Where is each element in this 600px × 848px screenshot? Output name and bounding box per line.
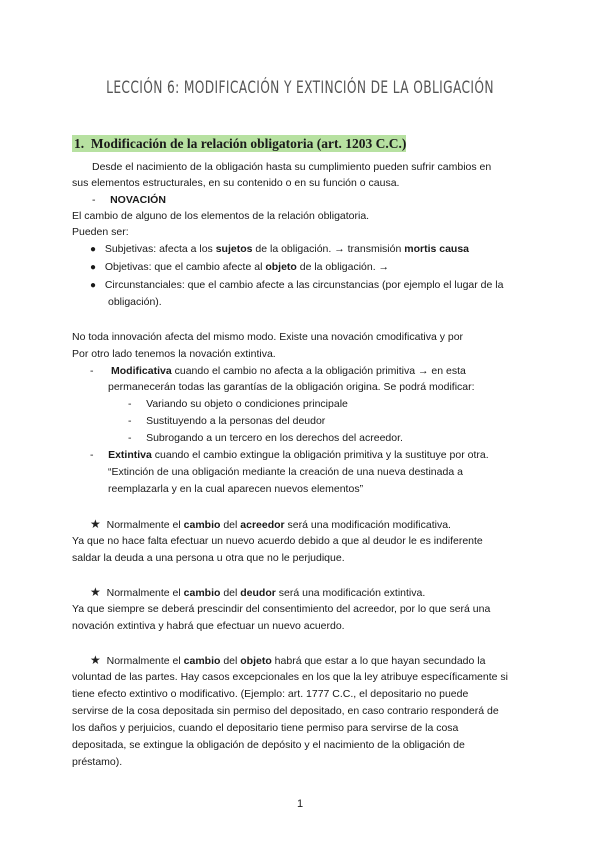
section-heading	[72, 136, 406, 152]
innovacion-line-1: No toda innovación afecta del mismo modo. Existe una novación cmodificativa y por	[72, 331, 464, 343]
innovacion-line-2: Por otro lado tenemos la novación extintiva.	[72, 348, 276, 360]
section-heading-text: Modificación de la relación obligatoria (art. 1203 C.C.)	[90, 136, 407, 151]
modificativa-line-1: - Modificativa cuando el cambio no afecta a la obligación primitiva → en esta	[90, 365, 466, 377]
section-number: 1.	[74, 136, 85, 151]
list-item: ● Circunstanciales: que el cambio afecte a las circunstancias (por ejemplo el lugar de la	[90, 279, 504, 291]
star-icon: ★	[90, 653, 101, 667]
pueden-ser: Pueden ser:	[72, 226, 129, 238]
extintiva-quote-2: reemplazarla y en la cual aparecen nuevos elementos”	[108, 483, 364, 495]
list-item-cont: obligación).	[108, 296, 162, 308]
bullet-icon: ●	[90, 280, 97, 291]
star-paragraph-objeto: ★ Normalmente el cambio del objeto habrá que estar a lo que hayan secundado la	[90, 653, 486, 667]
intro-line-1: Desde el nacimiento de la obligación hasta su cumplimiento pueden sufrir cambios en	[92, 161, 492, 173]
paragraph-line: préstamo).	[72, 756, 123, 768]
paragraph-line: Ya que no hace falta efectuar un nuevo acuerdo debido a que al deudor le es indiferente	[72, 535, 483, 547]
star-icon: ★	[90, 517, 101, 531]
sub-item: - Subrogando a un tercero en los derechos del acreedor.	[128, 432, 403, 444]
sub-item: - Sustituyendo a la personas del deudor	[128, 415, 326, 427]
paragraph-line: depositada, se extingue la obligación de depósito y el nacimiento de la obligación de	[72, 739, 465, 751]
paragraph-line: servirse de la cosa depositada sin permiso del depositado, en caso contrario responderá de	[72, 705, 499, 717]
paragraph-line: los daños y perjuicios, cuando el depositario tiene permiso para servirse de la cosa	[72, 722, 459, 734]
novacion-definition: El cambio de alguno de los elementos de la relación obligatoria.	[72, 210, 370, 222]
paragraph-line: novación extintiva y habrá que efectuar un nuevo acuerdo.	[72, 620, 345, 632]
page-title: LECCIÓN 6: MODIFICACIÓN Y EXTINCIÓN DE LA OBLIGACIÓN	[106, 78, 494, 98]
paragraph-line: Ya que siempre se deberá prescindir del consentimiento del acreedor, por lo que será una	[72, 603, 491, 615]
star-paragraph-acreedor: ★ Normalmente el cambio del acreedor será una modificación modificativa.	[90, 517, 451, 531]
paragraph-line: saldar la deuda a una persona u otra que no le perjudique.	[72, 552, 345, 564]
list-item: ● Subjetivas: afecta a los sujetos de la obligación. → transmisión mortis causa	[90, 243, 470, 255]
bullet-icon: ●	[90, 244, 97, 255]
modificativa-line-2: permanecerán todas las garantías de la obligación origina. Se podrá modificar:	[108, 381, 475, 393]
extintiva-quote-1: “Extinción de una obligación mediante la creación de una nueva destinada a	[108, 466, 463, 478]
sub-item: - Variando su objeto o condiciones principale	[128, 398, 348, 410]
extintiva-line-1: - Extintiva cuando el cambio extingue la obligación primitiva y la sustituye por otra.	[90, 449, 489, 461]
list-item: ● Objetivas: que el cambio afecte al objeto de la obligación. →	[90, 261, 390, 273]
bullet-icon: ●	[90, 262, 97, 273]
intro-line-2: sus elementos estructurales, en su contenido o en su función o causa.	[72, 177, 400, 189]
page-number: 1	[296, 798, 304, 810]
star-paragraph-deudor: ★ Normalmente el cambio del deudor será una modificación extintiva.	[90, 585, 426, 599]
novacion-heading: - NOVACIÓN	[92, 194, 166, 206]
paragraph-line: tiene efecto extintivo o modificativo. (Ejemplo: art. 1777 C.C., el depositario no puede	[72, 688, 469, 700]
paragraph-line: voluntad de las partes. Hay casos excepcionales en los que la ley atribuye específicamente si	[72, 671, 508, 683]
star-icon: ★	[90, 585, 101, 599]
